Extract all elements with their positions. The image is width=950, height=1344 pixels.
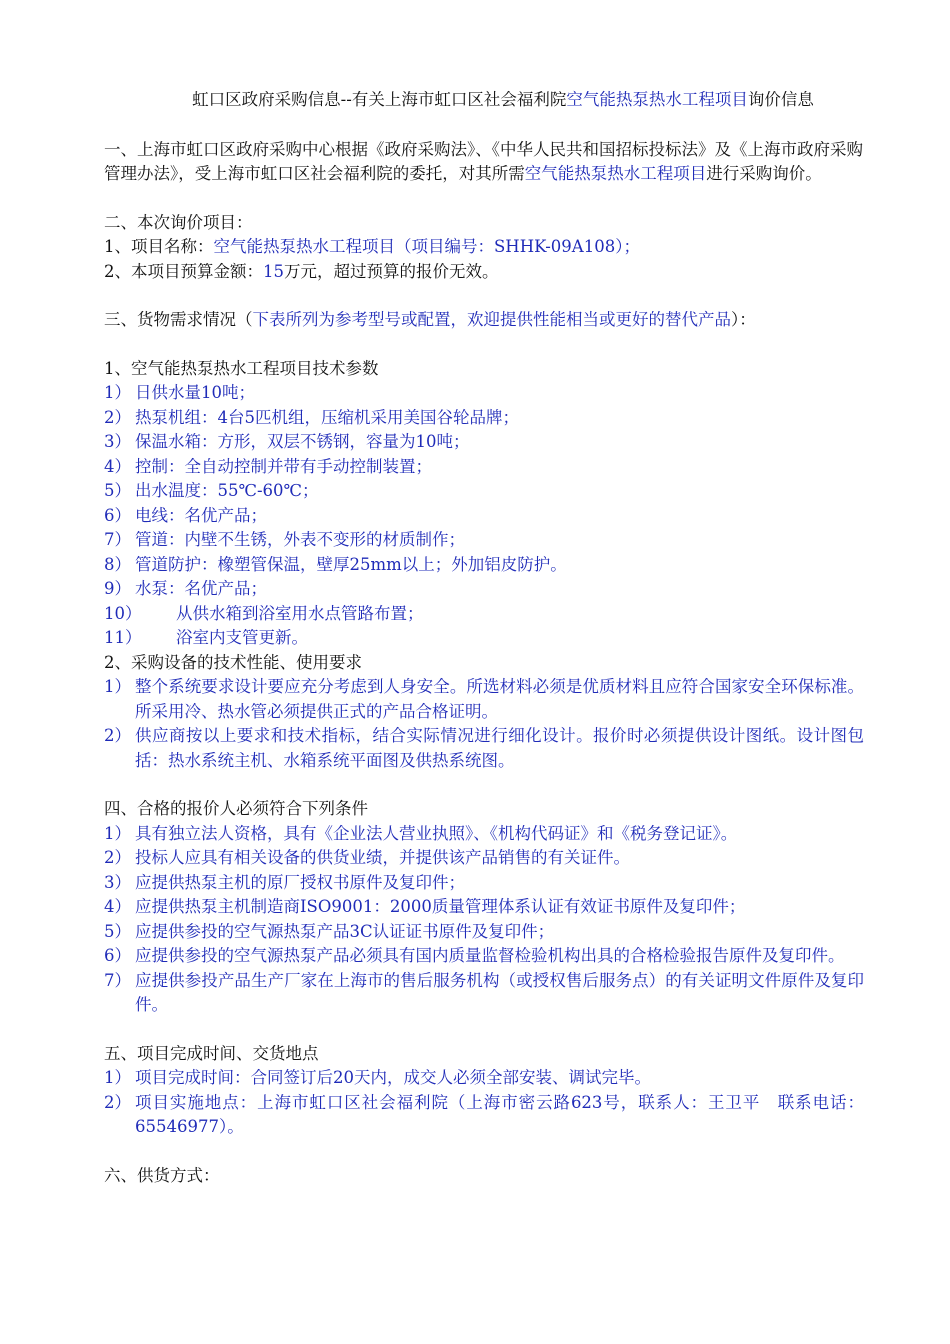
section-1-project-name: 空气能热泵热水工程项目 bbox=[524, 164, 707, 183]
list-item: 2） 投标人应具有相关设备的供货业绩，并提供该产品销售的有关证件。 bbox=[104, 848, 630, 867]
list-item: 8） 管道防护：橡塑管保温，壁厚25mm以上；外加铝皮防护。 bbox=[104, 554, 567, 574]
document-title bbox=[104, 88, 864, 113]
section-1-paragraph bbox=[104, 138, 864, 187]
list-item: 6） 电线：名优产品； bbox=[104, 505, 267, 525]
title-prefix: 虹口区政府采购信息--有关上海市虹口区社会福利院 bbox=[192, 90, 567, 109]
list-item: 11） 浴室内支管更新。 bbox=[104, 628, 308, 647]
list-item: 2） 项目实施地点：上海市虹口区社会福利院（上海市密云路623号，联系人：王卫平 联系电话：65546977）。 bbox=[104, 1092, 864, 1136]
document-page bbox=[104, 88, 864, 1188]
title-suffix: 询价信息 bbox=[747, 90, 814, 109]
list-item: 2） 供应商按以上要求和技术指标，结合实际情况进行细化设计。报价时必须提供设计图纸。设计图包括：热水系统主机、水箱系统平面图及供热系统图。 bbox=[104, 726, 864, 770]
list-item: 2） 热泵机组：4台5匹机组，压缩机采用美国谷轮品牌； bbox=[104, 407, 519, 427]
section-2-heading: 二、本次询价项目： bbox=[104, 212, 253, 232]
list-item: 7） 应提供参投产品生产厂家在上海市的售后服务机构（或授权售后服务点）的有关证明文件原件及复印件。 bbox=[104, 970, 864, 1014]
title-project-name: 空气能热泵热水工程项目 bbox=[566, 90, 748, 109]
section-3-heading-note: 下表所列为参考型号或配置，欢迎提供性能相当或更好的替代产品 bbox=[252, 310, 731, 329]
project-name-value: 空气能热泵热水工程项目（项目编号：SHHK-09A108）； bbox=[213, 237, 640, 256]
list-item: 3） 保温水箱：方形，双层不锈钢，容量为10吨； bbox=[104, 432, 470, 451]
list-item: 1） 具有独立法人资格，具有《企业法人营业执照》、《机构代码证》和《税务登记证》。 bbox=[104, 823, 738, 843]
list-item: 10） 从供水箱到浴室用水点管路布置； bbox=[104, 603, 424, 623]
project-name-label: 1、项目名称： bbox=[104, 237, 214, 256]
section-3-heading-start: 三、货物需求情况（ bbox=[104, 310, 253, 329]
section-5-heading: 五、项目完成时间、交货地点 bbox=[104, 1043, 319, 1063]
budget-label: 2、本项目预算金额： bbox=[104, 261, 263, 281]
list-item: 9） 水泵：名优产品； bbox=[104, 579, 267, 598]
requirements-subheading: 2、采购设备的技术性能、使用要求 bbox=[104, 652, 362, 672]
qualification-list bbox=[104, 822, 864, 1018]
section-2-line-2 bbox=[104, 260, 864, 285]
requirements-list bbox=[104, 675, 864, 773]
list-item: 1） 日供水量10吨； bbox=[104, 383, 255, 402]
section-6-heading: 六、供货方式： bbox=[104, 1165, 220, 1185]
section-2-line-1 bbox=[104, 235, 864, 260]
budget-suffix: 万元，超过预算的报价无效。 bbox=[284, 261, 499, 281]
list-item: 4） 应提供热泵主机制造商ISO9001：2000质量管理体系认证有效证书原件及复印件； bbox=[104, 897, 746, 916]
delivery-list bbox=[104, 1066, 864, 1140]
list-item: 1） 项目完成时间：合同签订后20天内，成交人必须全部安装、调试完毕。 bbox=[104, 1068, 651, 1087]
section-1-text-b: 进行采购询价。 bbox=[706, 164, 822, 183]
list-item: 1） 整个系统要求设计要应充分考虑到人身安全。所选材料必须是优质材料且应符合国家安全环保标准。所采用冷、热水管必须提供正式的产品合格证明。 bbox=[104, 677, 864, 721]
tech-params-list bbox=[104, 381, 864, 651]
budget-value: 15 bbox=[263, 261, 284, 281]
section-1-text-a: 一、上海市虹口区政府采购中心根据《政府采购法》、《中华人民共和国招标投标法》及《上海市政府采购管理办法》，受上海市虹口区社会福利院的委托，对其所需 bbox=[104, 139, 863, 183]
section-3-heading-end: ）： bbox=[731, 310, 756, 329]
list-item: 4） 控制：全自动控制并带有手动控制装置； bbox=[104, 456, 432, 476]
list-item: 5） 出水温度：55℃-60℃； bbox=[104, 481, 319, 500]
list-item: 6） 应提供参投的空气源热泵产品必须具有国内质量监督检验机构出具的合格检验报告原件及复印件。 bbox=[104, 946, 845, 965]
list-item: 3） 应提供热泵主机的原厂授权书原件及复印件； bbox=[104, 872, 465, 892]
tech-params-subheading: 1、空气能热泵热水工程项目技术参数 bbox=[104, 358, 379, 378]
section-3-heading bbox=[104, 308, 864, 333]
list-item: 5） 应提供参投的空气源热泵产品3C认证证书原件及复印件； bbox=[104, 921, 555, 941]
list-item: 7） 管道：内壁不生锈，外表不变形的材质制作； bbox=[104, 530, 465, 549]
section-4-heading: 四、合格的报价人必须符合下列条件 bbox=[104, 799, 368, 818]
